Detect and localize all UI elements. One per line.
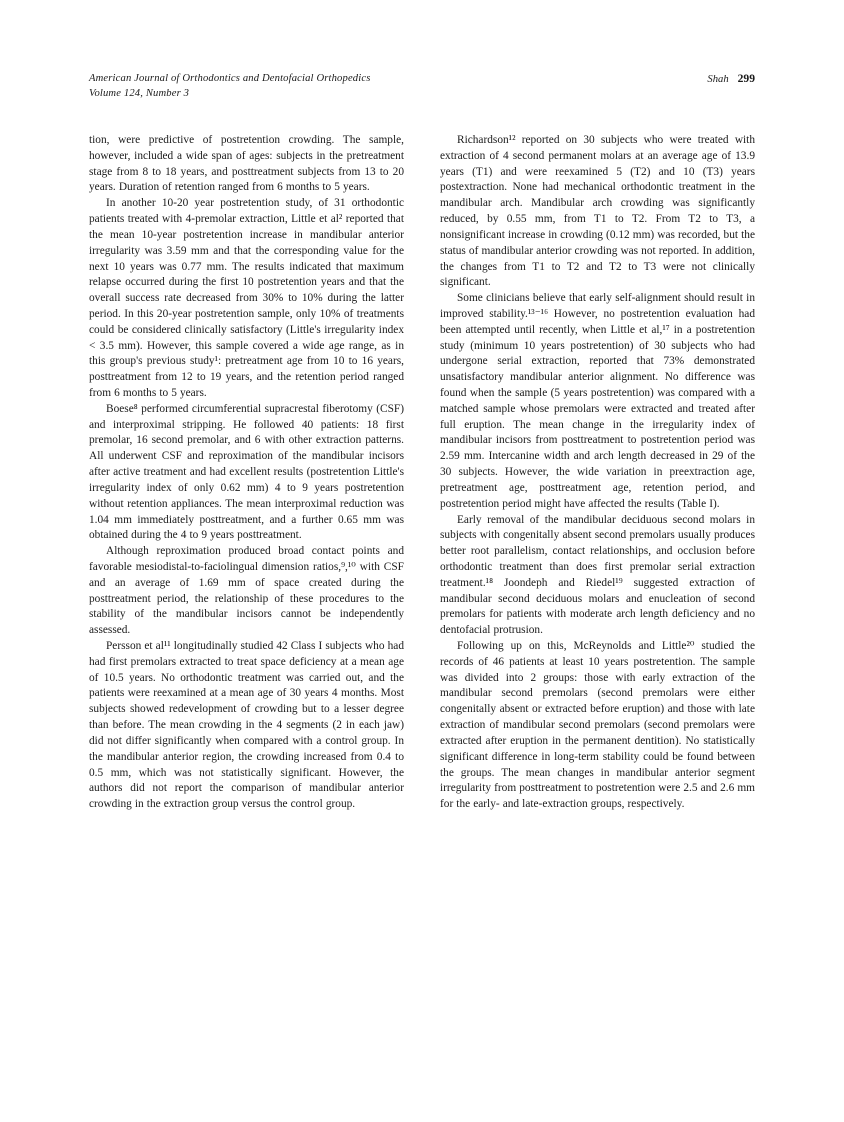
body-columns — [89, 133, 755, 813]
page-number: 299 — [737, 72, 755, 85]
running-head-author-page — [707, 72, 755, 88]
running-head-journal — [89, 72, 370, 101]
paragraph: Although reproximation produced broad contact points and favorable mesiodistal-to-faciolingual dimension ratios,⁹,¹⁰ with CSF and an average of 1.69 mm of space created during the posttreatment period, the relationship of these procedures to the stability of the mandibular incisors cannot be independently assessed. — [89, 545, 404, 637]
journal-title: American Journal of Orthodontics and Dentofacial Orthopedics — [89, 73, 371, 84]
author-name: Shah — [707, 74, 729, 85]
volume-issue: Volume 124, Number 3 — [89, 87, 190, 99]
paragraph: Boese⁸ performed circumferential supracrestal fiberotomy (CSF) and interproximal stripping. He followed 40 patients: 18 first premolar, 16 second premolar, and 6 with other extraction patterns. All underwent CSF and reproximation of the mandibular incisors after active treatment and had excellent results (postretention Little's irregularity index of only 0.62 mm) 4 to 9 years postretention without retention appliances. The mean interproximal reduction was 1.04 mm immediately posttreatment, and a further 0.65 mm was obtained during the 4 to 9 years posttreatment. — [89, 402, 404, 542]
paragraph: tion, were predictive of postretention crowding. The sample, however, included a wide span of ages: subjects in the pretreatment stage from 8 to 18 years, and posttreatment subjects from 13 to 20 years. Duration of retention ranged from 6 months to 5 years. — [89, 134, 404, 194]
paragraph: Richardson¹² reported on 30 subjects who were treated with extraction of 4 second permanent molars at an average age of 13.9 years (T1) and were reexamined 5 (T2) and 10 (T3) years postextraction. None had mechanical orthodontic treatment in the mandibular arch. Mandibular arch crowding was significantly reduced, by 0.55 mm, from T1 to T2. From T2 to T3, a nonsignificant increase in crowding (0.12 mm) was recorded, but the status of mandibular anterior crowding was not reported. In addition, the changes from T1 to T2 and T2 to T3 were not clinically significant. — [440, 134, 755, 289]
column-right — [440, 133, 755, 813]
running-head — [89, 72, 755, 106]
paragraph: Following up on this, McReynolds and Little²⁰ studied the records of 46 patients at least 10 years postretention. The sample was divided into 2 groups: those with early extraction of the mandibular second premolars (second premolars were either congenitally absent or extracted before eruption) and those with late extraction of mandibular second premolars (second premolars were extracted after eruption in the permanent dentition). No statistically significant difference in long-term stability could be found between the groups. The mean changes in mandibular anterior segment irregularity from posttreatment to postretention were 2.5 and 2.6 mm for the early- and late-extraction groups, respectively. — [440, 640, 755, 811]
paragraph: Persson et al¹¹ longitudinally studied 42 Class I subjects who had had first premolars extracted to treat space deficiency at a mean age of 10.5 years. No orthodontic treatment was carried out, and the patients were reexamined at a mean age of 30 years 4 months. Most subjects showed redevelopment of crowding but to a lesser degree than before. The mean crowding in the 4 segments (2 in each jaw) did not differ significantly when compared with a control group. In the mandibular anterior region, the crowding increased from 0.4 to 0.5 mm, which was not statistically significant. However, the authors did not report the comparison of mandibular anterior crowding in the extraction group versus the control group. — [89, 640, 404, 811]
paragraph: Some clinicians believe that early self-alignment should result in improved stability.¹³⁻¹⁶ However, no postretention evaluation had been attempted until recently, when Little et al,¹⁷ in a postretention study (minimum 10 years postretention) of 30 subjects who had undergone serial extraction, reported that 73% demonstrated unsatisfactory mandibular anterior alignment. No difference was found when the sample (5 years postretention) was compared with a matched sample whose premolars were extracted and treated after full eruption. The mean change in the irregularity index of mandibular incisors from posttreatment to postretention period was 2.59 mm. Intercanine width and arch length decreased in 29 of the 30 subjects. However, the wide variation in preextraction age, pretreatment age, posttreatment age, retention period, and postretention period might have affected the results (Table I). — [440, 292, 755, 510]
column-left — [89, 133, 404, 813]
paragraph: In another 10-20 year postretention study, of 31 orthodontic patients treated with 4-premolar extraction, Little et al² reported that the mean 10-year postretention increase in mandibular anterior irregularity was 3.59 mm and that the corresponding value for the next 10 years was 0.77 mm. The results indicated that maximum relapse occurred during the first 10 postretention years and that the overall success rate decreased from 30% to 10% during the latter period. In this 20-year postretention sample, only 10% of treatments could be considered clinically satisfactory (Little's irregularity index < 3.5 mm). However, this sample covered a wide age range, as in this group's previous study¹: pretreatment age from 10 to 16 years, posttreatment from 12 to 19 years, and the retention period ranged from 6 months to 5 years. — [89, 197, 404, 399]
paragraph: Early removal of the mandibular deciduous second molars in subjects with congenitally absent second premolars usually produces better root parallelism, contact relationships, and occlusion before orthodontic treatment than does first premolar serial extraction treatment.¹⁸ Joondeph and Riedel¹⁹ suggested extraction of mandibular second deciduous molars and enucleation of second premolars for patients with moderate arch length deficiency and no dentofacial protrusion. — [440, 513, 755, 637]
